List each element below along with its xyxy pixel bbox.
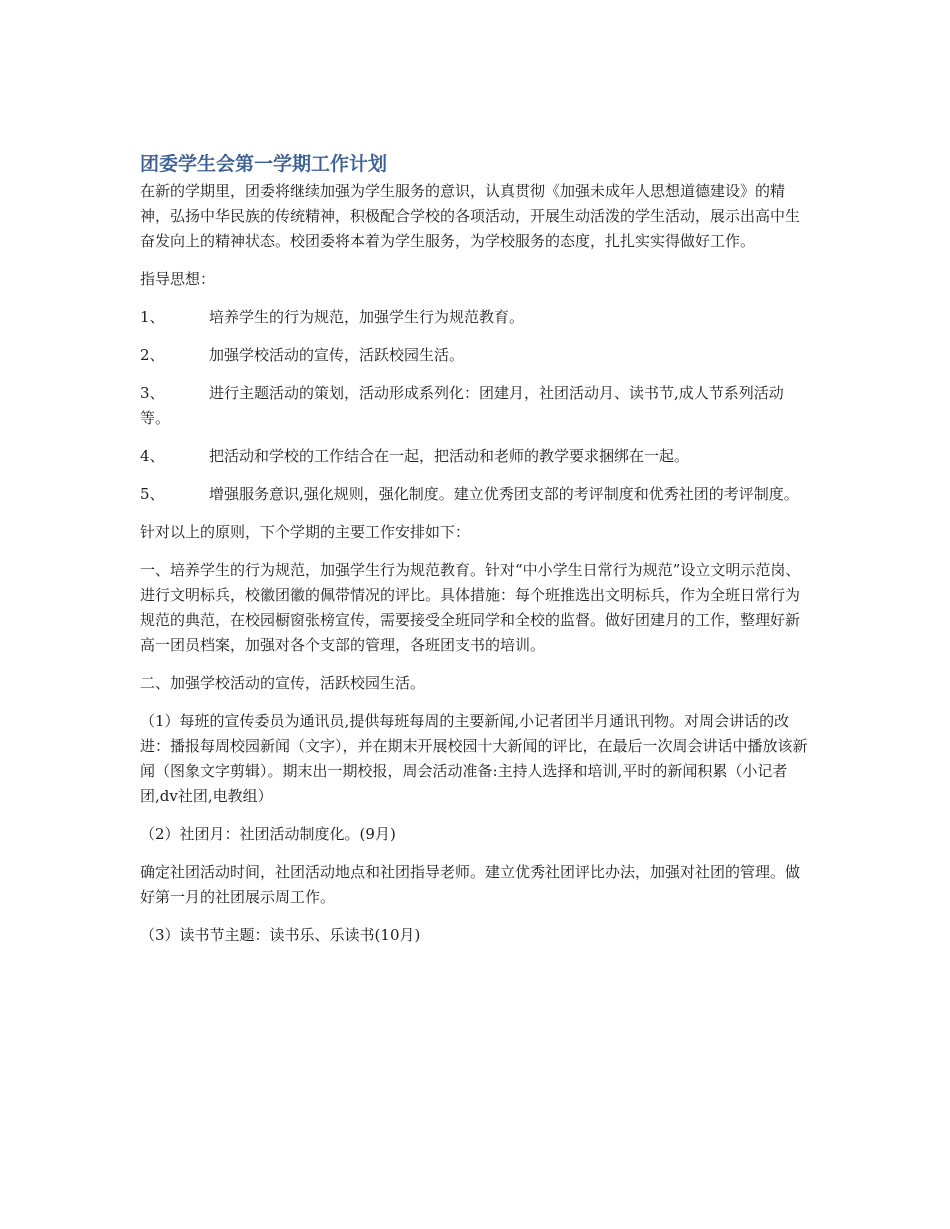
arrangement-intro: 针对以上的原则，下个学期的主要工作安排如下： xyxy=(140,523,471,541)
section-2-item-1: （1）每班的宣传委员为通讯员,提供每班每周的主要新闻,小记者团半月通讯刊物。对周会讲话的改进：播报每周校园新闻（文字），并在期末开展校园十大新闻的评比，在最后一次周会讲话中播放该新闻（图象文字剪辑）。期末出一期校报，周会活动准备:主持人选择和培训,平时的新闻积累（小记者团,dv社团,电教组） xyxy=(140,712,808,805)
guiding-item-2 xyxy=(140,343,812,368)
guiding-item-1 xyxy=(140,305,812,330)
item-number: 2、 xyxy=(140,346,165,364)
section-2-item-2: （2）社团月：社团活动制度化。(9月) xyxy=(140,825,396,843)
item-text: 加强学校活动的宣传，活跃校园生活。 xyxy=(209,346,465,364)
document-page xyxy=(140,150,812,961)
section-2-item-3: （3）读书节主题：读书乐、乐读书(10月) xyxy=(140,926,421,944)
item-text: 进行主题活动的策划，活动形成系列化：团建月，社团活动月、读书节,成人节系列活动等。 xyxy=(140,384,784,427)
item-number: 4、 xyxy=(140,447,165,465)
item-text: 增强服务意识,强化规则，强化制度。建立优秀团支部的考评制度和优秀社团的考评制度。 xyxy=(209,485,799,503)
section-1-paragraph: 一、培养学生的行为规范，加强学生行为规范教育。针对“中小学生日常行为规范”设立文明示范岗、进行文明标兵，校徽团徽的佩带情况的评比。具体措施：每个班推选出文明标兵，作为全班日常行为规范的典范，在校园橱窗张榜宣传，需要接受全班同学和全校的监督。做好团建月的工作，整理好新高一团员档案，加强对各个支部的管理，各班团支书的培训。 xyxy=(140,561,801,654)
item-number: 1、 xyxy=(140,308,165,326)
item-text: 把活动和学校的工作结合在一起，把活动和老师的教学要求捆绑在一起。 xyxy=(209,447,690,465)
section-2-item-2-detail: 确定社团活动时间，社团活动地点和社团指导老师。建立优秀社团评比办法，加强对社团的管理。做好第一月的社团展示周工作。 xyxy=(140,863,801,906)
guiding-item-3 xyxy=(140,381,812,431)
intro-paragraph: 在新的学期里，团委将继续加强为学生服务的意识，认真贯彻《加强未成年人思想道德建设》的精神，弘扬中华民族的传统精神，积极配合学校的各项活动，开展生动活泼的学生活动，展示出高中生奋发向上的精神状态。校团委将本着为学生服务，为学校服务的态度，扎扎实实得做好工作。 xyxy=(140,182,801,250)
item-text: 培养学生的行为规范，加强学生行为规范教育。 xyxy=(209,308,525,326)
item-number: 5、 xyxy=(140,485,165,503)
guiding-item-4 xyxy=(140,444,812,469)
section-2-heading: 二、加强学校活动的宣传，活跃校园生活。 xyxy=(140,674,426,692)
item-number: 3、 xyxy=(140,384,165,402)
document-title: 团委学生会第一学期工作计划 xyxy=(140,153,388,175)
guiding-item-5 xyxy=(140,482,812,507)
guiding-heading: 指导思想： xyxy=(140,270,216,288)
